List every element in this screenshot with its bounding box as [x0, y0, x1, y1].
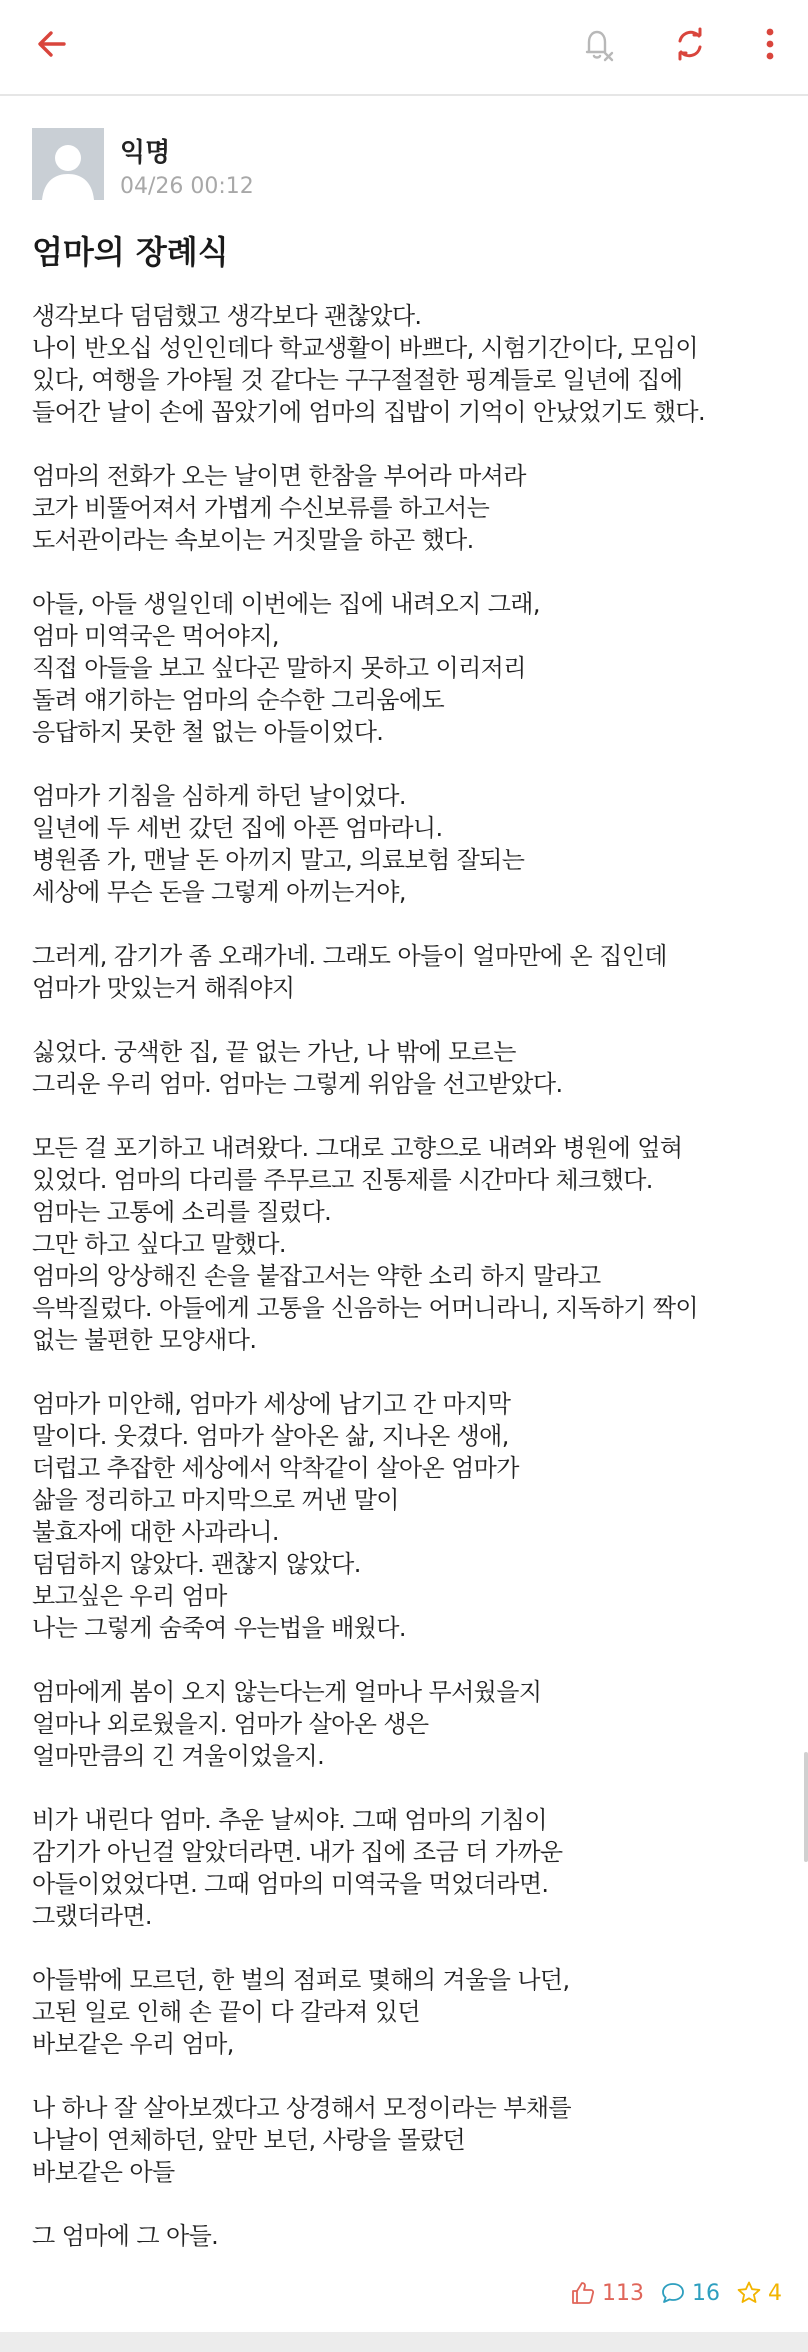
more-vertical-icon — [760, 24, 780, 64]
body-line: 엄마의 앙상해진 손을 붙잡고서는 약한 소리 하지 말라고 — [32, 1262, 601, 1290]
body-line: 도서관이라는 속보이는 거짓말을 하곤 했다. — [32, 526, 474, 554]
body-line: 나날이 연체하던, 앞만 보던, 사랑을 몰랐던 — [32, 2126, 466, 2154]
body-line: 세상에 무슨 돈을 그렇게 아끼는거야, — [32, 878, 406, 906]
body-line: 코가 비뚤어져서 가볍게 수신보류를 하고서는 — [32, 494, 490, 522]
body-line: 돌려 얘기하는 엄마의 순수한 그리움에도 — [32, 686, 445, 714]
post-body — [32, 300, 776, 2252]
body-line: 바보같은 아들 — [32, 2158, 175, 2186]
body-line: 병원좀 가, 맨날 돈 아끼지 말고, 의료보험 잘되는 — [32, 846, 525, 874]
body-line: 엄마에게 봄이 오지 않는다는게 얼마나 무서웠을지 — [32, 1678, 542, 1706]
body-line: 비가 내린다 엄마. 추운 날씨야. 그때 엄마의 기침이 — [32, 1806, 547, 1834]
author-info — [32, 128, 776, 202]
body-line: 생각보다 덤덤했고 생각보다 괜찮았다. — [32, 302, 422, 330]
body-paragraph — [32, 1388, 776, 1644]
body-paragraph — [32, 1804, 776, 1932]
body-line: 있다, 여행을 가야될 것 같다는 구구절절한 핑계들로 일년에 집에 — [32, 366, 683, 394]
scrap-count-value: 4 — [768, 2280, 782, 2306]
body-paragraph — [32, 588, 776, 748]
more-options-button[interactable] — [740, 14, 800, 74]
body-line: 그 엄마에 그 아들. — [32, 2222, 219, 2250]
body-line: 그랬더라면. — [32, 1902, 152, 1930]
comment-count-value: 16 — [692, 2280, 720, 2306]
scrap-count[interactable] — [736, 2280, 782, 2306]
body-line: 일년에 두 세번 갔던 집에 아픈 엄마라니. — [32, 814, 443, 842]
top-app-bar — [0, 0, 808, 96]
avatar — [32, 128, 104, 200]
thumbs-up-icon — [570, 2280, 596, 2306]
body-line: 있었다. 엄마의 다리를 주무르고 진통제를 시간마다 체크했다. — [32, 1166, 653, 1194]
body-line: 고된 일로 인해 손 끝이 다 갈라져 있던 — [32, 1998, 420, 2026]
body-line: 삶을 정리하고 마지막으로 꺼낸 말이 — [32, 1486, 399, 1514]
comment-count[interactable] — [660, 2280, 720, 2306]
like-count-value: 113 — [602, 2280, 644, 2306]
body-paragraph — [32, 2220, 776, 2252]
body-line: 나는 그렇게 숨죽여 우는법을 배웠다. — [32, 1614, 406, 1642]
post-date: 04/26 00:12 — [120, 174, 254, 199]
body-line: 엄마가 맛있는거 해줘야지 — [32, 974, 295, 1002]
back-button[interactable] — [22, 14, 82, 74]
post — [32, 128, 776, 2252]
arrow-left-icon — [34, 26, 70, 62]
default-avatar-icon — [32, 128, 104, 200]
body-line: 직접 아들을 보고 싶다곤 말하지 못하고 이리저리 — [32, 654, 526, 682]
body-line: 싫었다. 궁색한 집, 끝 없는 가난, 나 밖에 모르는 — [32, 1038, 516, 1066]
body-paragraph — [32, 1676, 776, 1772]
body-line: 아들밖에 모르던, 한 벌의 점퍼로 몇해의 겨울을 나던, — [32, 1966, 570, 1994]
body-line: 바보같은 우리 엄마, — [32, 2030, 234, 2058]
author-name: 익명 — [120, 138, 171, 168]
body-line: 아들이었었다면. 그때 엄마의 미역국을 먹었더라면. — [32, 1870, 549, 1898]
body-line: 엄마의 전화가 오는 날이면 한참을 부어라 마셔라 — [32, 462, 526, 490]
refresh-button[interactable] — [660, 14, 720, 74]
notification-off-button[interactable] — [568, 14, 628, 74]
body-line: 나이 반오십 성인인데다 학교생활이 바쁘다, 시험기간이다, 모임이 — [32, 334, 698, 362]
body-line: 응답하지 못한 철 없는 아들이었다. — [32, 718, 384, 746]
body-line: 더럽고 추잡한 세상에서 악착같이 살아온 엄마가 — [32, 1454, 519, 1482]
post-title: 엄마의 장례식 — [32, 233, 229, 271]
body-paragraph — [32, 300, 776, 428]
body-line: 감기가 아닌걸 알았더라면. 내가 집에 조금 더 가까운 — [32, 1838, 563, 1866]
body-line: 덤덤하지 않았다. 괜찮지 않았다. — [32, 1550, 361, 1578]
star-icon — [736, 2280, 762, 2306]
footer-divider — [0, 2332, 808, 2352]
body-paragraph — [32, 460, 776, 556]
body-line: 말이다. 웃겼다. 엄마가 살아온 삶, 지나온 생애, — [32, 1422, 509, 1450]
body-line: 들어간 날이 손에 꼽았기에 엄마의 집밥이 기억이 안났었기도 했다. — [32, 398, 706, 426]
bell-off-icon — [578, 24, 618, 64]
body-line: 얼마나 외로웠을지. 엄마가 살아온 생은 — [32, 1710, 429, 1738]
body-line: 모든 걸 포기하고 내려왔다. 그대로 고향으로 내려와 병원에 엎혀 — [32, 1134, 683, 1162]
comment-icon — [660, 2280, 686, 2306]
body-paragraph — [32, 780, 776, 908]
body-line: 보고싶은 우리 엄마 — [32, 1582, 227, 1610]
body-line: 얼마만큼의 긴 겨울이었을지. — [32, 1742, 325, 1770]
refresh-icon — [670, 24, 710, 64]
body-paragraph — [32, 940, 776, 1004]
body-line: 엄마가 기침을 심하게 하던 날이었다. — [32, 782, 406, 810]
body-line: 없는 불편한 모양새다. — [32, 1326, 257, 1354]
body-line: 엄마 미역국은 먹어야지, — [32, 622, 279, 650]
like-count[interactable] — [570, 2280, 644, 2306]
body-paragraph — [32, 1964, 776, 2060]
post-stats — [554, 2276, 782, 2310]
body-line: 불효자에 대한 사과라니. — [32, 1518, 279, 1546]
body-line: 그만 하고 싶다고 말했다. — [32, 1230, 286, 1258]
body-paragraph — [32, 1132, 776, 1356]
scrollbar-thumb[interactable] — [804, 1752, 808, 1862]
body-line: 윽박질렀다. 아들에게 고통을 신음하는 어머니라니, 지독하기 짝이 — [32, 1294, 698, 1322]
body-line: 엄마가 미안해, 엄마가 세상에 남기고 간 마지막 — [32, 1390, 511, 1418]
body-paragraph — [32, 2092, 776, 2188]
body-line: 그리운 우리 엄마. 엄마는 그렇게 위암을 선고받았다. — [32, 1070, 563, 1098]
body-line: 그러게, 감기가 좀 오래가네. 그래도 아들이 얼마만에 온 집인데 — [32, 942, 667, 970]
body-line: 아들, 아들 생일인데 이번에는 집에 내려오지 그래, — [32, 590, 540, 618]
body-paragraph — [32, 1036, 776, 1100]
body-line: 나 하나 잘 살아보겠다고 상경해서 모정이라는 부채를 — [32, 2094, 572, 2122]
body-line: 엄마는 고통에 소리를 질렀다. — [32, 1198, 332, 1226]
